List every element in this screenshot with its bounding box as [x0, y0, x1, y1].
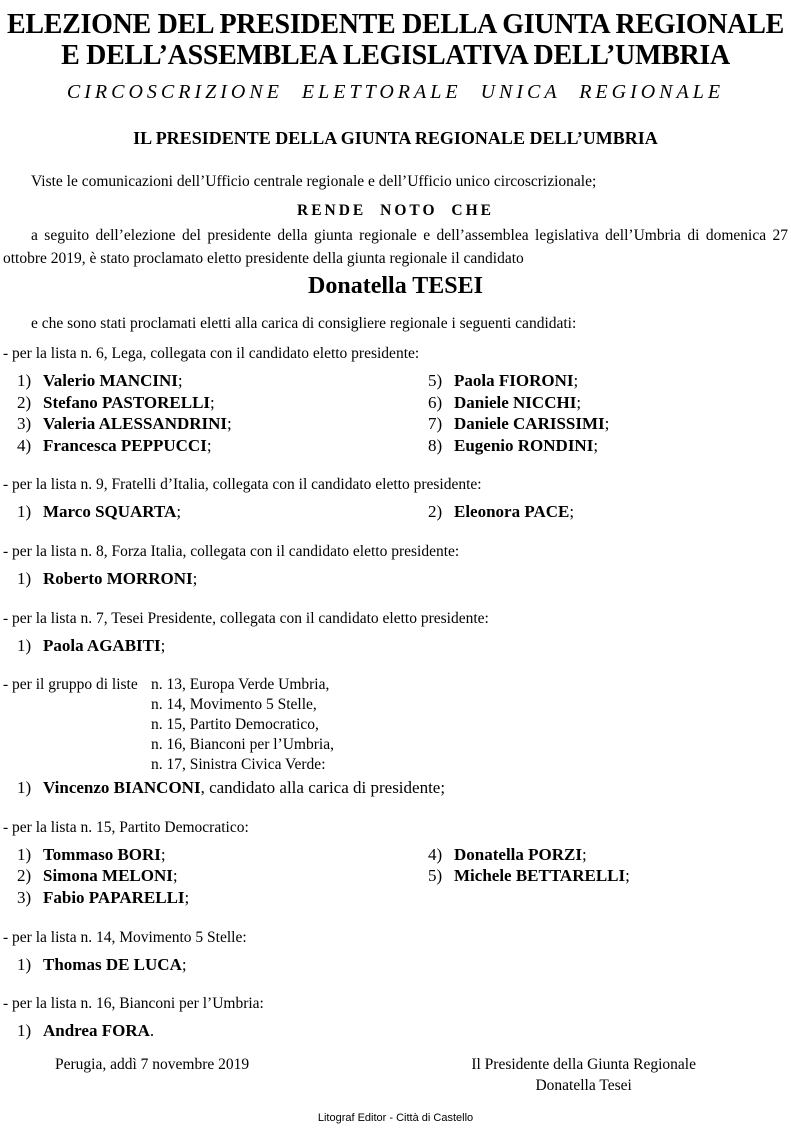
- candidate-number: 8): [428, 435, 443, 455]
- group-list-line: n. 17, Sinistra Civica Verde:: [151, 756, 326, 774]
- section-heading-forza-italia: - per la lista n. 8, Forza Italia, collegata con il candidato eletto presidente:: [3, 542, 460, 560]
- print-credit: Litograf Editor - Città di Castello: [317, 1112, 474, 1124]
- elected-president-name: Donatella TESEI: [308, 273, 483, 299]
- body-paragraph: a seguito dell’elezione del presidente della giunta regionale e dell’assemblea legislativa dell’Umbria di domenica 27 ottobre 2019, è stato proclamato eletto presidente della giunta regionale il candidato: [3, 227, 788, 267]
- candidate-column-right: [414, 370, 788, 456]
- candidate-name: Paola FIORONI: [454, 371, 574, 390]
- group-list-line: n. 16, Bianconi per l’Umbria,: [151, 736, 334, 754]
- signature-block: [3, 1054, 788, 1097]
- candidate-column-left: [3, 568, 414, 590]
- candidate-number: 1): [17, 778, 32, 798]
- candidate-number: 1): [17, 502, 32, 522]
- candidate-item: [3, 865, 414, 887]
- candidate-name: Andrea FORA: [43, 1021, 150, 1041]
- section-heading-partito-democratico: - per la lista n. 15, Partito Democratico:: [3, 818, 249, 836]
- candidate-item: [414, 501, 788, 523]
- section-heading-movimento-5-stelle: - per la lista n. 14, Movimento 5 Stelle:: [3, 928, 247, 946]
- section-heading-lega: - per la lista n. 6, Lega, collegata con il candidato eletto presidente:: [3, 345, 420, 362]
- candidate-list-forza-italia: [3, 568, 788, 590]
- candidate-number: 1): [17, 568, 32, 588]
- section-heading-group-of-lists: [3, 675, 788, 775]
- candidate-number: 2): [17, 866, 32, 886]
- place-and-date: Perugia, addì 7 novembre 2019: [55, 1055, 250, 1073]
- candidate-item: [3, 954, 414, 976]
- candidate-list-bianconi-umbria: [3, 1020, 788, 1042]
- candidate-separator: ;: [184, 887, 190, 907]
- candidate-item: [3, 777, 446, 799]
- candidate-item: [3, 501, 414, 523]
- candidate-separator: ;: [181, 954, 187, 974]
- candidate-number: 7): [428, 414, 443, 434]
- candidate-column-left: [3, 954, 414, 976]
- candidate-list-group: [3, 777, 788, 799]
- candidate-number: 1): [17, 954, 32, 974]
- group-list-line: n. 15, Partito Democratico,: [151, 716, 319, 734]
- candidate-column-right: [414, 501, 788, 523]
- candidate-number: 1): [17, 1021, 32, 1041]
- candidate-number: 3): [17, 414, 32, 434]
- section-heading-fratelli-italia: - per la lista n. 9, Fratelli d’Italia, collegata con il candidato eletto presidente:: [3, 476, 482, 494]
- candidate-separator: ;: [227, 414, 232, 434]
- candidate-name: Donatella PORZI: [454, 844, 582, 864]
- candidate-number: 1): [17, 844, 32, 864]
- candidate-name: Marco SQUARTA: [43, 502, 177, 522]
- candidate-name: Roberto MORRONI: [43, 568, 193, 588]
- candidate-separator: ;: [625, 866, 630, 886]
- title-line-2: E DELL’ASSEMBLEA LEGISLATIVA DELL’UMBRIA: [61, 40, 730, 71]
- signer-title: Il Presidente della Giunta Regionale: [471, 1055, 696, 1073]
- candidate-number: 2): [17, 392, 32, 412]
- candidate-number: 1): [17, 635, 32, 655]
- title-line-1: ELEZIONE DEL PRESIDENTE DELLA GIUNTA REGIONALE: [7, 9, 784, 40]
- group-list-lines: [151, 675, 788, 775]
- candidate-separator: ;: [569, 502, 575, 522]
- candidate-separator: ;: [210, 392, 215, 412]
- candidate-separator: ;: [172, 866, 178, 886]
- issuer-heading: IL PRESIDENTE DELLA GIUNTA REGIONALE DELL’UMBRIA: [133, 128, 658, 148]
- candidate-item: [414, 435, 788, 457]
- candidate-item: [3, 1020, 414, 1042]
- group-list-line: n. 13, Europa Verde Umbria,: [151, 676, 330, 694]
- candidate-name: Stefano PASTORELLI: [43, 392, 211, 412]
- signature-right: [471, 1054, 696, 1097]
- signer-name: Donatella Tesei: [535, 1077, 632, 1095]
- candidate-name: Fabio PAPARELLI: [43, 887, 185, 907]
- candidate-number: 6): [428, 392, 443, 412]
- candidate-separator: , candidato alla carica di presidente;: [200, 778, 446, 798]
- candidate-item: [3, 635, 414, 657]
- candidate-name: Tommaso BORI: [43, 844, 161, 864]
- candidate-separator: ;: [593, 435, 599, 455]
- candidate-item: [3, 392, 414, 414]
- candidate-item: [3, 844, 414, 866]
- candidate-name: Thomas DE LUCA: [43, 954, 182, 974]
- candidate-list-partito-democratico: [3, 844, 788, 909]
- candidate-item: [414, 844, 788, 866]
- candidate-name: Eleonora PACE: [454, 502, 570, 522]
- candidate-name: Eugenio RONDINI: [454, 435, 594, 455]
- candidate-item: [3, 568, 414, 590]
- candidate-item: [414, 865, 788, 887]
- group-prefix: - per il gruppo di liste: [3, 676, 138, 694]
- candidate-list-fratelli-italia: [3, 501, 788, 523]
- candidate-separator: ;: [177, 371, 183, 390]
- candidate-list-lega: [3, 370, 788, 456]
- candidate-column-left: [3, 844, 414, 909]
- candidate-separator: ;: [160, 844, 166, 864]
- candidate-item: [414, 413, 788, 435]
- candidate-number: 4): [428, 844, 443, 864]
- candidate-column-right: [414, 844, 788, 909]
- premise-paragraph: Viste le comunicazioni dell’Ufficio centrale regionale e dell’Ufficio unico circoscrizionale;: [31, 173, 597, 190]
- candidate-separator: ;: [604, 414, 610, 434]
- candidate-name: Simona MELONI: [43, 866, 173, 886]
- candidate-item: [414, 392, 788, 414]
- candidate-number: 2): [428, 502, 443, 522]
- candidate-item: [3, 370, 414, 392]
- candidate-column-left: [3, 370, 414, 456]
- councillors-intro: e che sono stati proclamati eletti alla carica di consigliere regionale i seguenti candidati:: [31, 315, 577, 332]
- candidate-column-left: [3, 501, 414, 523]
- subtitle-constituency: CIRCOSCRIZIONE ELETTORALE UNICA REGIONALE: [66, 81, 725, 103]
- candidate-column-left: [3, 635, 414, 657]
- section-heading-bianconi-umbria: - per la lista n. 16, Bianconi per l’Umbria:: [3, 995, 264, 1013]
- candidate-list-tesei-presidente: [3, 635, 788, 657]
- candidate-name: Paola AGABITI: [43, 635, 161, 655]
- candidate-separator: ;: [176, 502, 182, 522]
- candidate-separator: .: [149, 1021, 155, 1041]
- candidate-number: 5): [428, 371, 443, 390]
- candidate-separator: ;: [573, 371, 579, 390]
- candidate-column-left: [3, 1020, 414, 1042]
- group-list-line: n. 14, Movimento 5 Stelle,: [151, 696, 317, 714]
- announcement-heading: RENDE NOTO CHE: [297, 202, 494, 219]
- document-title: [3, 9, 788, 71]
- candidate-number: 3): [17, 887, 32, 907]
- candidate-item: [414, 370, 788, 392]
- candidate-separator: ;: [192, 568, 198, 588]
- candidate-number: 1): [17, 371, 32, 390]
- candidate-name: Michele BETTARELLI: [454, 866, 626, 886]
- candidate-separator: ;: [581, 844, 587, 864]
- candidate-column-left: [3, 777, 446, 799]
- candidate-name: Valerio MANCINI: [43, 371, 178, 390]
- candidate-name: Daniele CARISSIMI: [454, 414, 605, 434]
- candidate-separator: ;: [160, 635, 166, 655]
- candidate-separator: ;: [576, 392, 582, 412]
- candidate-number: 4): [17, 435, 32, 455]
- candidate-name: Francesca PEPPUCCI: [43, 435, 207, 455]
- candidate-item: [3, 435, 414, 457]
- candidate-separator: ;: [206, 435, 212, 455]
- candidate-name: Valeria ALESSANDRINI: [43, 414, 228, 434]
- candidate-item: [3, 887, 414, 909]
- section-heading-tesei-presidente: - per la lista n. 7, Tesei Presidente, collegata con il candidato eletto presidente:: [3, 609, 489, 627]
- candidate-list-movimento-5-stelle: [3, 954, 788, 976]
- candidate-name: Vincenzo BIANCONI: [43, 778, 201, 798]
- candidate-number: 5): [428, 866, 443, 886]
- candidate-name: Daniele NICCHI: [454, 392, 577, 412]
- candidate-item: [3, 413, 414, 435]
